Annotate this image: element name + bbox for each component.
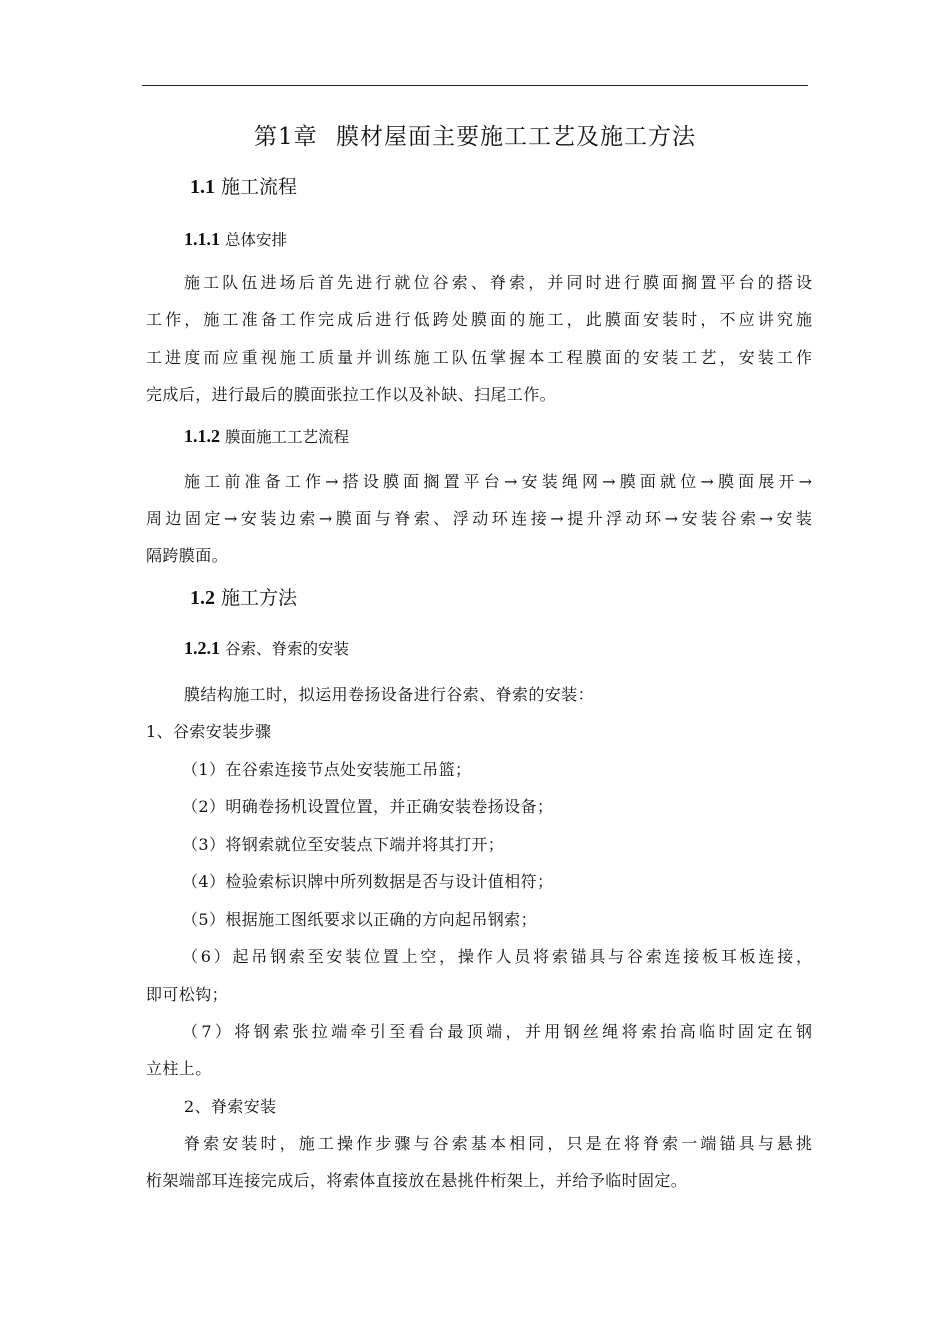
- section-number: 1.2.1: [184, 638, 220, 658]
- section-title: 施工方法: [221, 587, 298, 609]
- section-title: 谷索、脊索的安装: [225, 640, 350, 658]
- list-item: （2）明确卷扬机设置位置，并正确安装卷扬设备；: [182, 797, 554, 816]
- list-heading: 2、脊索安装: [184, 1097, 277, 1116]
- section-number: 1.2: [190, 587, 215, 609]
- section-title: 施工流程: [221, 176, 298, 198]
- paragraph-line: 工进度而应重视施工质量并训练施工队伍掌握本工程膜面的安装工艺，安装工作: [146, 348, 812, 367]
- section-heading-1-2: [190, 583, 297, 610]
- section-heading-1-1-1: [184, 228, 287, 250]
- list-item: （3）将钢索就位至安装点下端并将其打开；: [182, 835, 505, 854]
- chapter-number: 第1章: [254, 124, 318, 150]
- list-item: （6）起吊钢索至安装位置上空，操作人员将索锚具与谷索连接板耳板连接，: [182, 947, 812, 966]
- section-heading-1-2-1: [184, 637, 349, 659]
- section-heading-1-1: [190, 172, 297, 199]
- list-heading: 1、谷索安装步骤: [146, 722, 272, 741]
- list-item: （1）在谷索连接节点处安装施工吊篮；: [182, 760, 472, 779]
- section-number: 1.1.2: [184, 426, 220, 446]
- paragraph-line: 施工前准备工作→搭设膜面搁置平台→安装绳网→膜面就位→膜面展开→: [184, 472, 812, 491]
- section-number: 1.1.1: [184, 229, 220, 249]
- paragraph-line: 完成后，进行最后的膜面张拉工作以及补缺、扫尾工作。: [146, 385, 557, 404]
- chapter-heading: [0, 118, 950, 151]
- paragraph-line: 隔跨膜面。: [146, 546, 229, 565]
- list-item-continuation: 立柱上。: [146, 1059, 212, 1078]
- paragraph-line: 施工队伍进场后首先进行就位谷索、脊索，并同时进行膜面搁置平台的搭设: [184, 273, 812, 292]
- section-title: 膜面施工工艺流程: [225, 428, 350, 446]
- section-title: 总体安排: [225, 231, 288, 249]
- section-number: 1.1: [190, 176, 215, 198]
- header-rule: [142, 85, 808, 86]
- chapter-title: 膜材屋面主要施工工艺及施工方法: [335, 124, 696, 150]
- list-item: （5）根据施工图纸要求以正确的方向起吊钢索；: [182, 910, 537, 929]
- paragraph-line: 膜结构施工时，拟运用卷扬设备进行谷索、脊索的安装：: [184, 685, 595, 704]
- paragraph-line: 周边固定→安装边索→膜面与脊索、浮动环连接→提升浮动环→安装谷索→安装: [146, 509, 812, 528]
- section-heading-1-1-2: [184, 425, 349, 447]
- paragraph-line: 工作，施工准备工作完成后进行低跨处膜面的施工，此膜面安装时，不应讲究施: [146, 310, 812, 329]
- list-item: （7）将钢索张拉端牵引至看台最顶端，并用钢丝绳将索抬高临时固定在钢: [182, 1022, 812, 1041]
- paragraph-line: 桁架端部耳连接完成后，将索体直接放在悬挑件桁架上，并给予临时固定。: [146, 1171, 688, 1190]
- list-item-continuation: 即可松钩；: [146, 985, 229, 1004]
- paragraph-line: 脊索安装时，施工操作步骤与谷索基本相同，只是在将脊索一端锚具与悬挑: [184, 1134, 812, 1153]
- list-item: （4）检验索标识牌中所列数据是否与设计值相符；: [182, 872, 554, 891]
